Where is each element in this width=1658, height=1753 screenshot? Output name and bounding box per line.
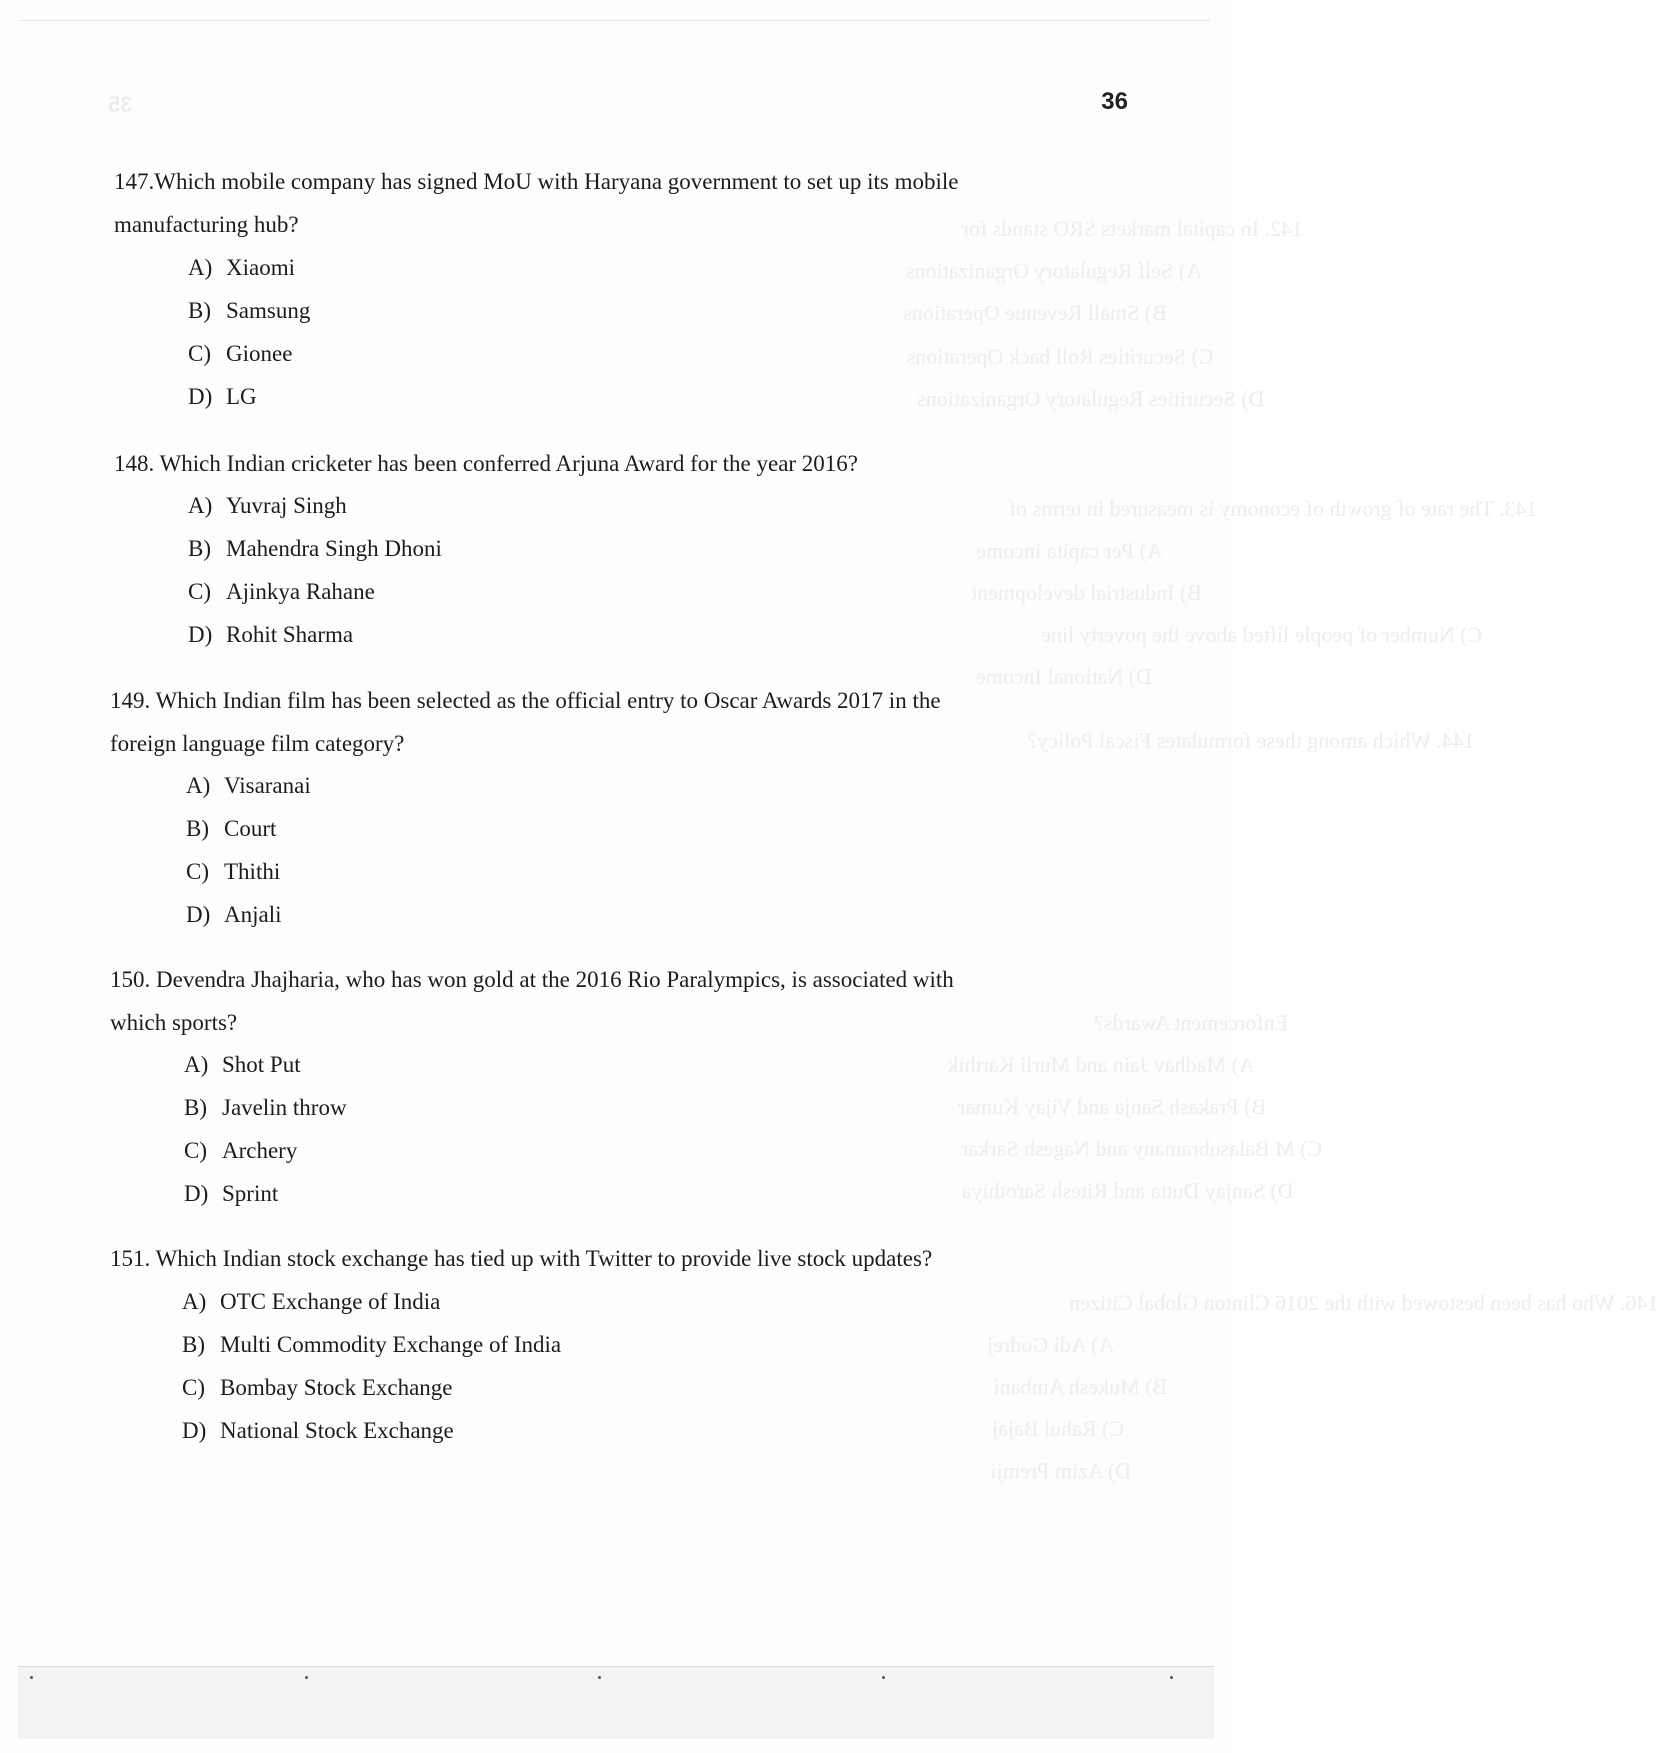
option-letter: D) [188, 622, 213, 647]
option-letter: A) [184, 1052, 209, 1077]
scan-speck [882, 1676, 885, 1679]
question-150-option-a [184, 1043, 301, 1086]
option-letter: A) [182, 1289, 207, 1314]
bleed-through-text: A) Madhav Jain and Murli Karthik [947, 1052, 1255, 1077]
bleed-through-text: C) M Balasubramany and Nagesh Sarkar [961, 1136, 1323, 1161]
question-150-option-b [184, 1086, 347, 1129]
option-letter: B) [186, 816, 209, 841]
question-147-option-c [188, 332, 292, 375]
top-scan-edge [20, 20, 1210, 21]
question-148-option-d [188, 613, 353, 656]
bleed-through-text: B) Small Revenue Operations [903, 300, 1167, 325]
question-148-option-b [188, 527, 442, 570]
bleed-through-text: D) Sanjay Dutta and Ritesh Sarothiya [961, 1178, 1294, 1203]
question-150-text-continued: which sports? [110, 1010, 238, 1035]
scan-speck [30, 1676, 33, 1679]
option-text: Multi Commodity Exchange of India [220, 1332, 562, 1357]
question-147-option-a [188, 246, 295, 289]
option-text: Ajinkya Rahane [226, 579, 375, 604]
option-text: Gionee [226, 341, 293, 366]
option-letter: C) [188, 341, 211, 366]
bleed-through-text: A) Self Regulatory Organizations [905, 258, 1202, 283]
bleed-through-text: C) Number of people lifted above the poverty line [1041, 622, 1483, 647]
bleed-through-text: D) Azim Premji [990, 1458, 1132, 1483]
question-149-text-continued: foreign language film category? [110, 731, 405, 756]
bleed-through-text: D) National Income [975, 664, 1152, 689]
option-letter: D) [182, 1418, 207, 1443]
bleed-through-text: B) Mukesh Ambani [993, 1374, 1168, 1399]
question-151-text: 151. Which Indian stock exchange has tied up with Twitter to provide live stock updates? [110, 1246, 933, 1271]
option-letter: D) [188, 384, 213, 409]
bottom-scan-edge [18, 1666, 1214, 1739]
option-letter: B) [182, 1332, 205, 1357]
bleed-through-text: B) Industrial development [970, 580, 1202, 605]
option-text: Yuvraj Singh [226, 493, 347, 518]
option-text: Shot Put [222, 1052, 301, 1077]
scan-speck [1170, 1676, 1173, 1679]
question-147-text-continued: manufacturing hub? [114, 212, 299, 237]
option-text: LG [226, 384, 257, 409]
option-text: Javelin throw [222, 1095, 347, 1120]
option-letter: C) [186, 859, 209, 884]
question-148-option-c [188, 570, 375, 613]
option-text: Bombay Stock Exchange [220, 1375, 453, 1400]
option-text: Archery [222, 1138, 298, 1163]
option-text: Xiaomi [226, 255, 295, 280]
bleed-through-text: 143. The rate of growth of economy is measured in terms of [1008, 496, 1538, 521]
option-text: Rohit Sharma [226, 622, 354, 647]
option-letter: A) [188, 255, 213, 280]
bleed-through-text: B) Prakash Sanja and Vijay Kumar [958, 1094, 1267, 1119]
option-text: Mahendra Singh Dhoni [226, 536, 442, 561]
question-148-text: 148. Which Indian cricketer has been conferred Arjuna Award for the year 2016? [114, 451, 859, 476]
bleed-through-text: D) Securities Regulatory Organizations [917, 386, 1265, 411]
question-149-option-c [186, 850, 280, 893]
option-letter: C) [182, 1375, 205, 1400]
option-text: OTC Exchange of India [220, 1289, 441, 1314]
option-letter: D) [184, 1181, 209, 1206]
question-150-option-c [184, 1129, 297, 1172]
option-text: Court [224, 816, 277, 841]
option-text: Samsung [226, 298, 311, 323]
scan-speck [305, 1676, 308, 1679]
option-letter: B) [188, 298, 211, 323]
question-151-option-c [182, 1366, 453, 1409]
option-letter: A) [186, 773, 211, 798]
option-letter: C) [188, 579, 211, 604]
question-149-text: 149. Which Indian film has been selected as the official entry to Oscar Awards 2017 in the [110, 688, 941, 713]
option-text: Visaranai [224, 773, 311, 798]
bleed-through-text: C) Securities Roll back Operations [906, 344, 1214, 369]
question-147-text: 147.Which mobile company has signed MoU with Haryana government to set up its mobile [114, 169, 959, 194]
bleed-through-text: 144. Which among these formulates Fiscal Policy? [1027, 728, 1475, 753]
bleed-through-text: A) Adi Godrej [987, 1332, 1115, 1357]
bleed-through-text: Enforcement Awards? [1094, 1010, 1289, 1035]
bleed-through-text: C) Rahul Bajaj [991, 1416, 1124, 1441]
option-text: Sprint [222, 1181, 279, 1206]
option-letter: D) [186, 902, 211, 927]
option-text: Thithi [224, 859, 281, 884]
question-149-option-a [186, 764, 311, 807]
option-text: National Stock Exchange [220, 1418, 454, 1443]
scan-speck [598, 1676, 601, 1679]
question-151-option-a [182, 1280, 440, 1323]
question-151-option-d [182, 1409, 454, 1452]
option-letter: C) [184, 1138, 207, 1163]
question-149-option-b [186, 807, 276, 850]
option-text: Anjali [224, 902, 282, 927]
bleed-through-page-number: 35 [108, 92, 133, 117]
question-149-option-d [186, 893, 282, 936]
question-148-option-a [188, 484, 347, 527]
bleed-through-text: 146. Who has been bestowed with the 2016 Clinton Global Citizen [1069, 1290, 1658, 1315]
bleed-through-text: 142. In capital markets SRO stands for [961, 216, 1304, 241]
option-letter: B) [188, 536, 211, 561]
question-150-option-d [184, 1172, 278, 1215]
question-147-option-d [188, 375, 257, 418]
question-150-text: 150. Devendra Jhajharia, who has won gold at the 2016 Rio Paralympics, is associated with [110, 967, 954, 992]
question-151-option-b [182, 1323, 561, 1366]
bleed-through-text: A) Per capita income [976, 538, 1163, 563]
option-letter: A) [188, 493, 213, 518]
question-147-option-b [188, 289, 310, 332]
option-letter: B) [184, 1095, 207, 1120]
page-number: 36 [1101, 88, 1128, 115]
